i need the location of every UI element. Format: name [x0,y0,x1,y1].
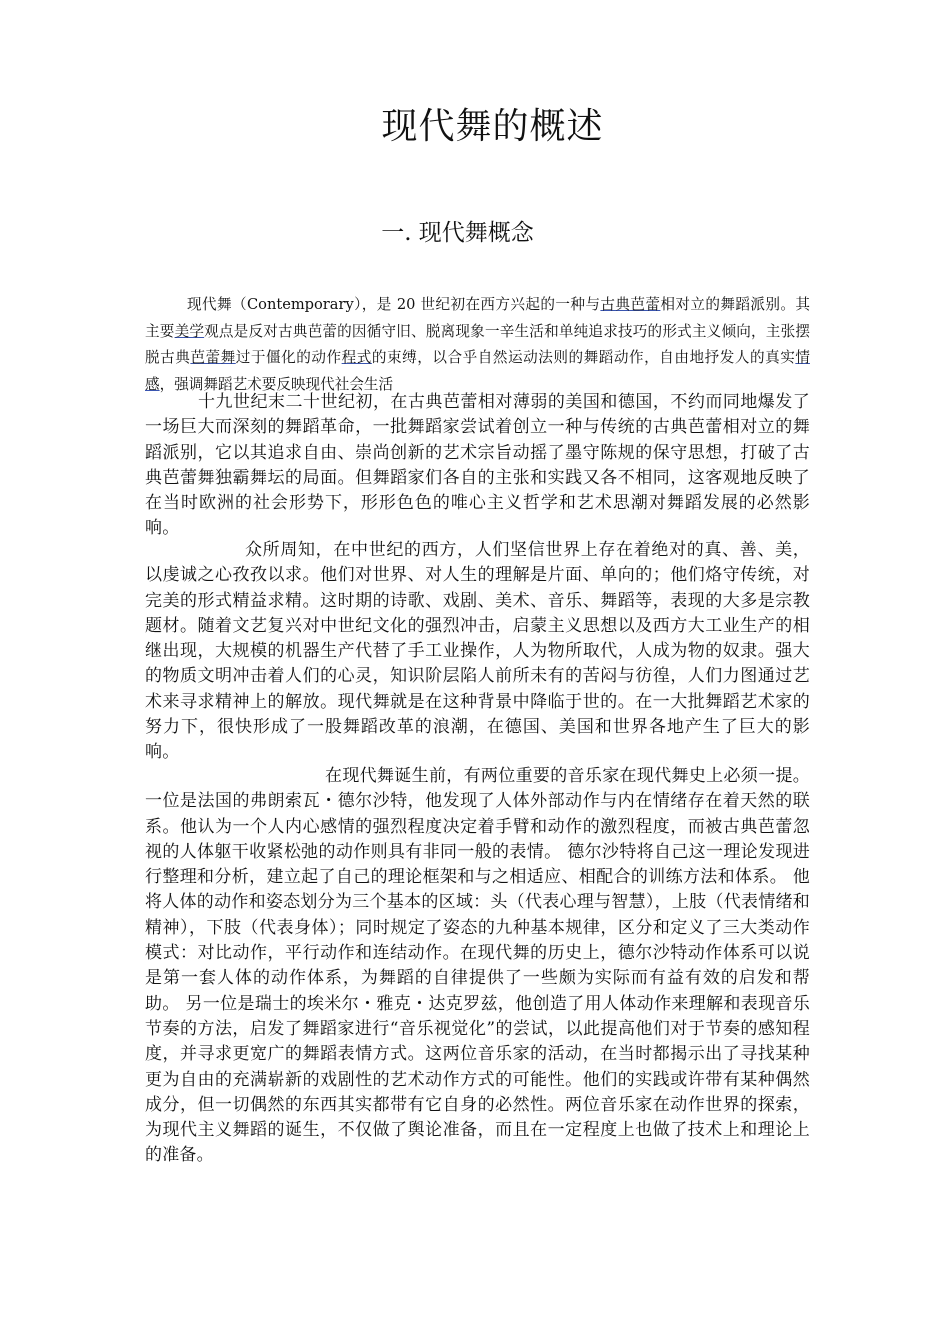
intro-text-4: 过于僵化的动作 [235,349,342,366]
paragraph-two-musicians: 在现代舞诞生前，有两位重要的音乐家在现代舞史上必须一提。一位是法国的弗朗索瓦・德尔沙特，他发现了人体外部动作与内在情绪存在着天然的联系。他认为一个人内心感情的强烈程度决定着手臂和动作的激烈程度，而被古典芭蕾忽视的人体躯干收紧松弛的动作则具有非同一般的表情。 德尔沙特将自己这一理论发现进行整理和分析，建立起了自己的理论框架和与之相适应、相配合的训练方法和体系。 他将人体的动作和姿态划分为三个基本的区域：头（代表心理与智慧），上肢（代表情绪和精神），下肢（代表身体）；同时规定了姿态的九种基本规律，区分和定义了三大类动作模式：对比动作，平行动作和连结动作。在现代舞的历史上，德尔沙特动作体系可以说是第一套人体的动作体系，为舞蹈的自律提供了一些颇为实际而有益有效的启发和帮助。 另一位是瑞士的埃米尔・雅克・达克罗兹，他创造了用人体动作来理解和表现音乐节奏的方法，启发了舞蹈家进行“音乐视觉化”的尝试，以此提高他们对于节奏的感知程度，并寻求更宽广的舞蹈表情方式。这两位音乐家的活动，在当时都揭示出了寻找某种更为自由的充满崭新的戏剧性的艺术动作方式的可能性。他们的实践或许带有某种偶然成分，但一切偶然的东西其实都带有它自身的必然性。两位音乐家在动作世界的探索，为现代主义舞蹈的诞生，不仅做了舆论准备，而且在一定程度上也做了技术上和理论上的准备。 [145,766,810,1166]
intro-text-3: 观点是反对古典芭蕾的因循守旧、脱离现象一辛生活和单纯追求技巧的形式主义倾向，主张摆脱古典 [145,322,810,366]
page-title: 现代舞的概述 [381,106,604,147]
intro-text-1: 现代舞（Contemporary），是 20 世纪初在西方兴起的一种与 [187,296,601,313]
link-ballet[interactable]: 芭蕾舞 [190,349,236,366]
intro-text-5: 的束缚，以合乎自然运动法则的舞蹈动作，自由地抒发人的真实 [371,349,796,366]
link-classical-ballet[interactable]: 古典芭蕾 [600,296,661,313]
paragraph-medieval-background: 众所周知，在中世纪的西方，人们坚信世界上存在着绝对的真、善、美，以虔诚之心孜孜以求。他们对世界、对人生的理解是片面、单向的；他们烙守传统，对完美的形式精益求精。这时期的诗歌、戏剧、美术、音乐、舞蹈等，表现的大多是宗教题材。随着文艺复兴对中世纪文化的强烈冲击，启蒙主义思想以及西方大工业生产的相继出现，大规模的机器生产代替了手工业操作，人为物所取代，人成为物的奴隶。强大的物质文明冲击着人们的心灵，知识阶层陷人前所未有的苦闷与彷徨，人们力图通过艺术来寻求精神上的解放。现代舞就是在这种背景中降临于世的。在一大批舞蹈艺术家的努力下，很快形成了一股舞蹈改革的浪潮，在德国、美国和世界各地产生了巨大的影响。 [145,540,810,763]
link-emotion[interactable]: 情感 [145,349,810,393]
section-heading: 一. 现代舞概念 [381,220,534,246]
intro-paragraph [145,292,810,398]
link-aesthetics[interactable]: 美学 [174,322,205,340]
intro-text-2: 相对立的舞蹈派别。其主要 [145,296,810,340]
link-formula[interactable]: 程式 [341,349,372,366]
intro-text-6: ，强调舞蹈艺术要反映现代社会生活 [159,375,394,393]
paragraph-dance-revolution: 十九世纪末二十世纪初，在古典芭蕾相对薄弱的美国和德国，不约而同地爆发了一场巨大而深刻的舞蹈革命，一批舞蹈家尝试着创立一种与传统的古典芭蕾相对立的舞蹈派别，它以其追求自由、崇尚创新的艺术宗旨动摇了墨守陈规的保守思想，打破了古典芭蕾舞独霸舞坛的局面。但舞蹈家们各自的主张和实践又各不相同，这客观地反映了在当时欧洲的社会形势下，形形色色的唯心主义哲学和艺术思潮对舞蹈发展的必然影响。 [145,392,810,539]
